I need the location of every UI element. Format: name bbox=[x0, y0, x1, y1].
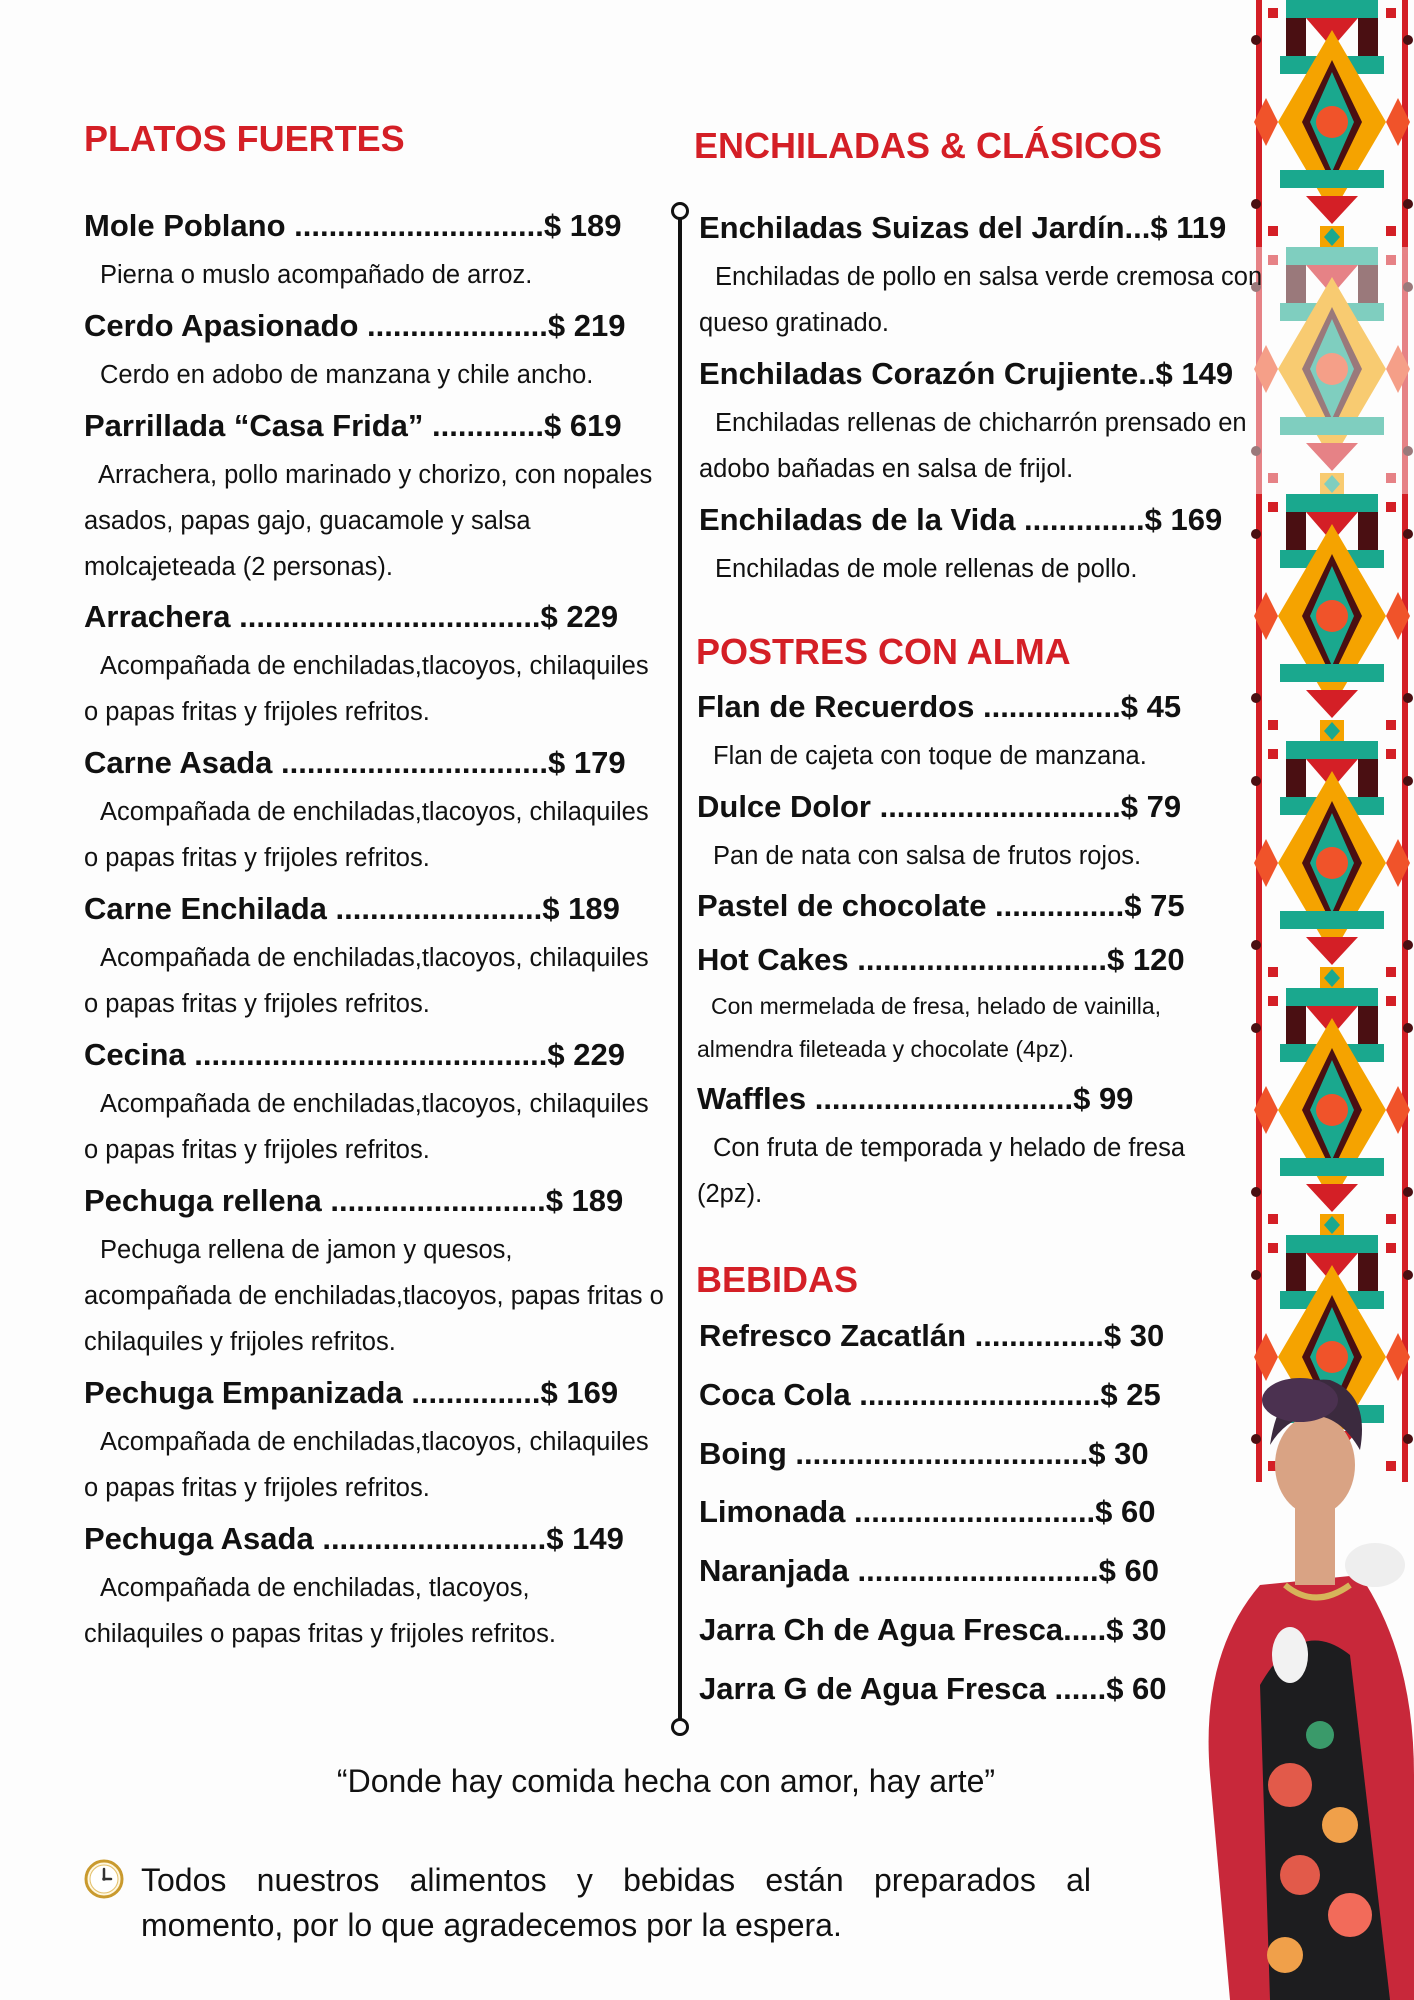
item-description: Arrachera, pollo marinado y chorizo, con nopales asados, papas gajo, guacamole y salsa molcajeteada (2 personas). bbox=[84, 461, 653, 581]
item-name: Parrillada “Casa Frida” .............$ 619 bbox=[84, 408, 622, 443]
section-title-platos-fuertes: PLATOS FUERTES bbox=[84, 118, 405, 159]
item-name: Dulce Dolor ............................$ 79 bbox=[697, 789, 1182, 824]
menu-item bbox=[697, 944, 1237, 1071]
menu-item bbox=[84, 893, 654, 1027]
section-title-bebidas: BEBIDAS bbox=[696, 1259, 859, 1300]
item-name: Limonada ............................$ 60 bbox=[699, 1494, 1156, 1529]
footer-quote: “Donde hay comida hecha con amor, hay arte” bbox=[336, 1763, 996, 1799]
item-name: Enchiladas Corazón Crujiente..$ 149 bbox=[699, 356, 1234, 391]
item-name: Arrachera ...................................$ 229 bbox=[84, 599, 619, 634]
menu-item bbox=[697, 691, 1237, 779]
item-name: Pechuga Asada ..........................$ 149 bbox=[84, 1521, 624, 1556]
item-name: Mole Poblano .............................$ 189 bbox=[84, 208, 622, 243]
clock-icon bbox=[84, 1859, 124, 1899]
item-name: Cerdo Apasionado .....................$ 219 bbox=[84, 308, 626, 343]
item-description: Enchiladas de pollo en salsa verde cremosa con queso gratinado. bbox=[699, 263, 1263, 337]
item-name: Boing ..................................$ 30 bbox=[699, 1436, 1149, 1471]
item-description: Flan de cajeta con toque de manzana. bbox=[713, 742, 1147, 770]
item-name: Jarra Ch de Agua Fresca.....$ 30 bbox=[699, 1612, 1167, 1647]
item-description: Pierna o muslo acompañado de arroz. bbox=[100, 261, 533, 289]
item-name: Pechuga Empanizada ...............$ 169 bbox=[84, 1375, 619, 1410]
menu-item bbox=[84, 210, 684, 298]
item-description: Pechuga rellena de jamon y quesos, acompañada de enchiladas,tlacoyos, papas fritas o chilaquiles y frijoles refritos. bbox=[84, 1236, 664, 1356]
column-divider bbox=[678, 208, 682, 1724]
section-title-enchiladas: ENCHILADAS & CLÁSICOS bbox=[694, 125, 1163, 166]
menu-item bbox=[697, 1083, 1207, 1217]
item-description: Acompañada de enchiladas,tlacoyos, chilaquiles o papas fritas y frijoles refritos. bbox=[84, 944, 649, 1018]
item-name: Naranjada ............................$ 60 bbox=[699, 1553, 1160, 1588]
menu-item bbox=[84, 1185, 664, 1365]
section-title-postres: POSTRES CON ALMA bbox=[696, 631, 1071, 672]
item-name: Enchiladas Suizas del Jardín...$ 119 bbox=[699, 210, 1227, 245]
menu-item bbox=[84, 1523, 654, 1657]
drink-item bbox=[699, 1438, 1149, 1469]
item-name: Flan de Recuerdos ................$ 45 bbox=[697, 689, 1182, 724]
divider-end-dot bbox=[671, 1718, 689, 1736]
item-name: Pastel de chocolate ...............$ 75 bbox=[697, 888, 1185, 923]
frida-illustration bbox=[1190, 1355, 1414, 2000]
item-description: Acompañada de enchiladas,tlacoyos, chilaquiles o papas fritas y frijoles refritos. bbox=[84, 1428, 649, 1502]
menu-item bbox=[84, 1039, 654, 1173]
item-description: Enchiladas rellenas de chicharrón prensado en adobo bañadas en salsa de frijol. bbox=[699, 409, 1247, 483]
item-name: Coca Cola ............................$ 25 bbox=[699, 1377, 1161, 1412]
menu-item bbox=[84, 310, 684, 398]
menu-item bbox=[697, 890, 1237, 921]
drink-item bbox=[699, 1496, 1156, 1527]
drink-item bbox=[699, 1614, 1167, 1645]
item-name: Cecina .........................................$ 229 bbox=[84, 1037, 625, 1072]
menu-item bbox=[699, 358, 1279, 492]
item-name: Hot Cakes .............................$ 120 bbox=[697, 942, 1185, 977]
item-name: Enchiladas de la Vida ..............$ 169 bbox=[699, 502, 1223, 537]
drink-item bbox=[699, 1379, 1161, 1410]
menu-item bbox=[84, 747, 654, 881]
item-description: Con mermelada de fresa, helado de vainilla, almendra fileteada y chocolate (4pz). bbox=[697, 993, 1162, 1062]
menu-item bbox=[84, 601, 654, 735]
menu-item bbox=[697, 791, 1237, 879]
item-name: Pechuga rellena .........................$ 189 bbox=[84, 1183, 624, 1218]
drink-item bbox=[699, 1555, 1159, 1586]
item-name: Waffles ..............................$ 99 bbox=[697, 1081, 1134, 1116]
item-description: Con fruta de temporada y helado de fresa (2pz). bbox=[697, 1134, 1186, 1208]
menu-item bbox=[84, 1377, 654, 1511]
item-name: Refresco Zacatlán ...............$ 30 bbox=[699, 1318, 1165, 1353]
item-name: Carne Enchilada ........................$ 189 bbox=[84, 891, 620, 926]
item-name: Jarra G de Agua Fresca ......$ 60 bbox=[699, 1671, 1167, 1706]
drink-item bbox=[699, 1673, 1167, 1704]
item-description: Cerdo en adobo de manzana y chile ancho. bbox=[100, 361, 594, 389]
item-name: Carne Asada ...............................$ 179 bbox=[84, 745, 626, 780]
item-description: Acompañada de enchiladas,tlacoyos, chilaquiles o papas fritas y frijoles refritos. bbox=[84, 1090, 649, 1164]
item-description: Enchiladas de mole rellenas de pollo. bbox=[715, 555, 1138, 583]
drink-item bbox=[699, 1320, 1164, 1351]
menu-item bbox=[699, 212, 1279, 346]
footer-note: Todos nuestros alimentos y bebidas están preparados al momento, por lo que agradecemos por la espera. bbox=[141, 1862, 1091, 1943]
item-description: Pan de nata con salsa de frutos rojos. bbox=[713, 842, 1142, 870]
menu-item bbox=[699, 504, 1259, 592]
menu-item bbox=[84, 410, 654, 590]
item-description: Acompañada de enchiladas,tlacoyos, chilaquiles o papas fritas y frijoles refritos. bbox=[84, 652, 649, 726]
item-description: Acompañada de enchiladas, tlacoyos, chilaquiles o papas fritas y frijoles refritos. bbox=[84, 1574, 556, 1648]
item-description: Acompañada de enchiladas,tlacoyos, chilaquiles o papas fritas y frijoles refritos. bbox=[84, 798, 649, 872]
divider-end-dot bbox=[671, 202, 689, 220]
